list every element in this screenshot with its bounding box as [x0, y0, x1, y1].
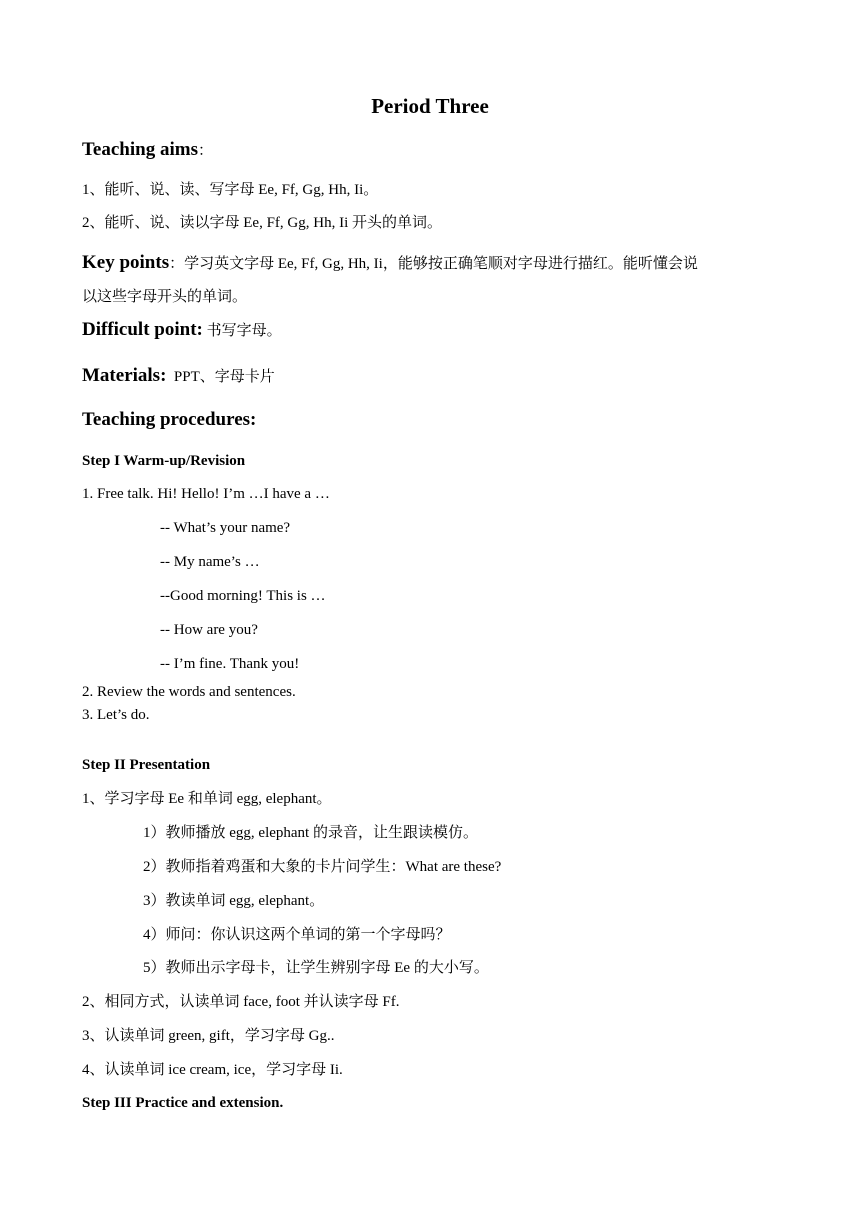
step2-subitem: 5）教师出示字母卡，让学生辨别字母 Ee 的大小写。: [143, 960, 489, 976]
key-points-row: [82, 253, 698, 274]
materials-heading: Materials:: [82, 365, 167, 386]
step3-heading: Step III Practice and extension.: [82, 1095, 284, 1111]
step1-item-1: 1. Free talk. Hi! Hello! I’m …I have a …: [82, 486, 330, 502]
teaching-procedures-heading: Teaching procedures:: [82, 409, 257, 430]
step1-heading: Step I Warm-up/Revision: [82, 453, 246, 469]
step2-subitem: 1）教师播放 egg, elephant 的录音，让生跟读模仿。: [143, 825, 478, 841]
teaching-aims-heading: Teaching aims: [82, 139, 198, 160]
page-title: Period Three: [371, 94, 489, 118]
step2-subitem: 3）教读单词 egg, elephant。: [143, 893, 325, 909]
dialogue-line: -- How are you?: [160, 622, 258, 638]
key-points-text: ：学习英文字母 Ee, Ff, Gg, Hh, Ii，能够按正确笔顺对字母进行描红。能听懂会说: [169, 256, 698, 272]
step2-subitem: 2）教师指着鸡蛋和大象的卡片问学生：What are these?: [143, 859, 502, 875]
key-points-text-cont: 以这些字母开头的单词。: [82, 289, 248, 305]
teaching-aims-heading-row: [82, 140, 213, 161]
step2-item-4: 4、认读单词 ice cream, ice，学习字母 Ii.: [82, 1062, 343, 1078]
dialogue-line: -- My name’s …: [160, 554, 260, 570]
key-points-heading: Key points: [82, 252, 170, 273]
dialogue-line: -- What’s your name?: [160, 520, 291, 536]
dialogue-line: -- I’m fine. Thank you!: [160, 656, 300, 672]
step2-item-2: 2、相同方式，认读单词 face, foot 并认读字母 Ff.: [82, 994, 400, 1010]
difficult-point-text: 书写字母。: [206, 323, 282, 339]
teaching-aims-colon: ：: [197, 143, 213, 159]
step2-item-3: 3、认读单词 green, gift，学习字母 Gg..: [82, 1028, 335, 1044]
step2-heading: Step II Presentation: [82, 757, 211, 773]
materials-row: [82, 366, 275, 387]
materials-text: PPT、字母卡片: [173, 369, 275, 385]
step2-item-1: 1、学习字母 Ee 和单词 egg, elephant。: [82, 791, 332, 807]
dialogue-line: --Good morning! This is …: [160, 588, 326, 604]
step1-item-3: 3. Let’s do.: [82, 707, 150, 723]
step2-subitem: 4）师问：你认识这两个单词的第一个字母吗？: [143, 927, 451, 943]
step1-item-2: 2. Review the words and sentences.: [82, 684, 296, 700]
teaching-aim-2: 2、能听、说、读以字母 Ee, Ff, Gg, Hh, Ii 开头的单词。: [82, 215, 442, 231]
difficult-point-heading: Difficult point:: [82, 319, 203, 340]
teaching-aim-1: 1、能听、说、读、写字母 Ee, Ff, Gg, Hh, Ii。: [82, 182, 379, 198]
difficult-point-row: [82, 320, 282, 341]
